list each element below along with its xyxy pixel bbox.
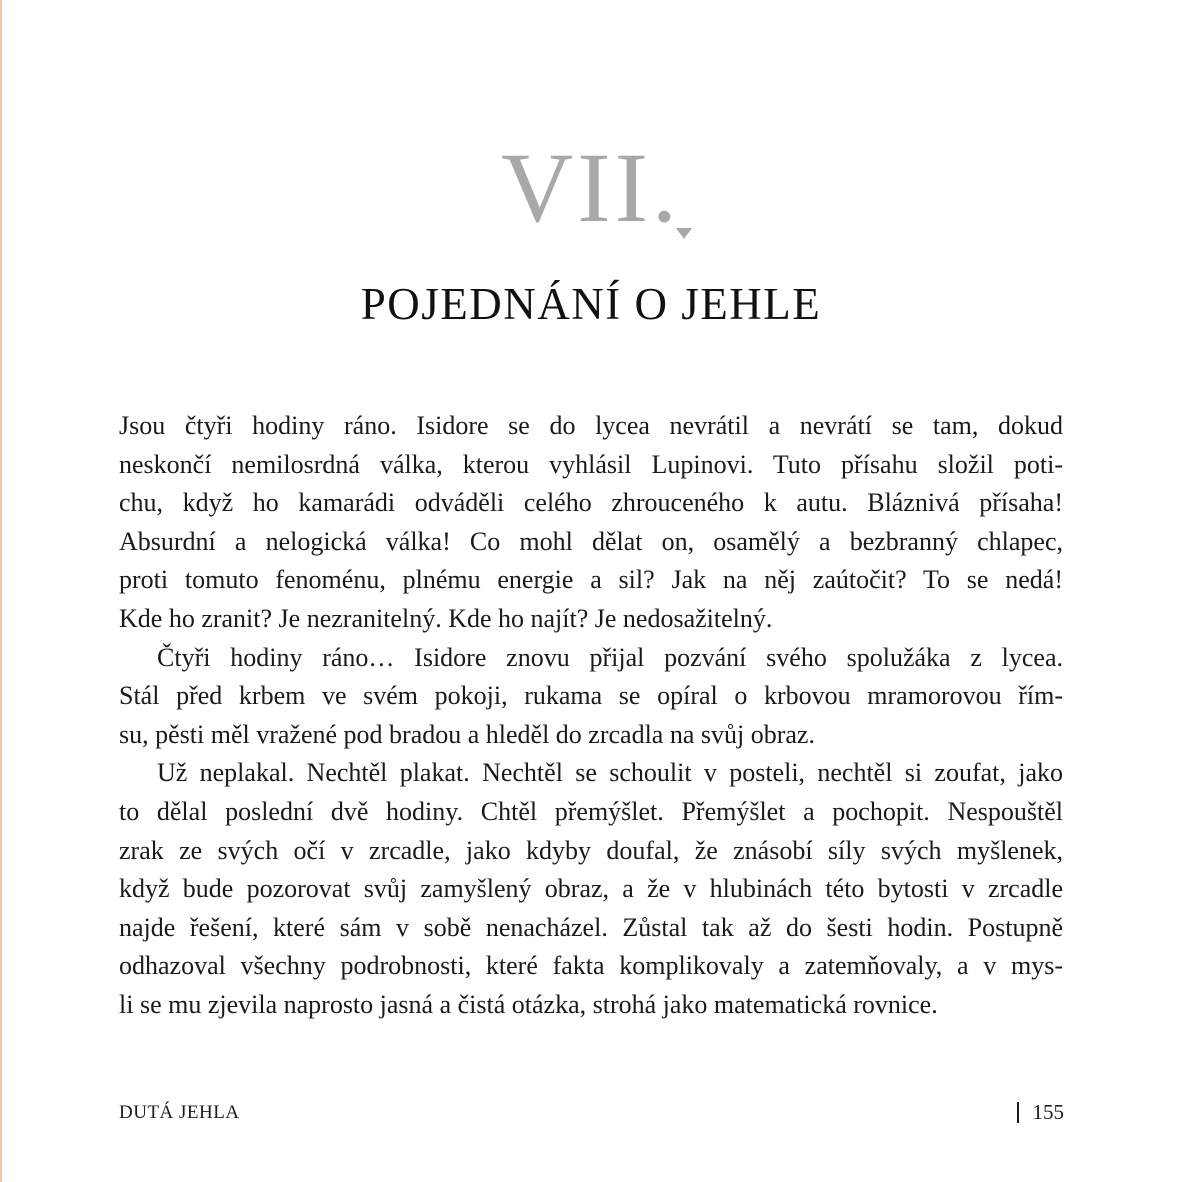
paragraph: [119, 407, 1063, 639]
text-line: zrak ze svých očí v zrcadle, jako kdyby doufal, že znásobí síly svých myšlenek,: [119, 835, 1063, 865]
text-line: proti tomuto fenoménu, plnému energie a sil? Jak na něj zaútočit? To se nedá!: [119, 565, 1063, 595]
text-line: Jsou čtyři hodiny ráno. Isidore se do lycea nevrátil a nevrátí se tam, dokud: [119, 411, 1063, 440]
chapter-body: [119, 407, 1063, 1025]
page-number-block: [1017, 1100, 1064, 1125]
paragraph: [119, 754, 1063, 1024]
text-line: to dělal poslední dvě hodiny. Chtěl přemýšlet. Přemýšlet a pochopit. Nespouštěl: [119, 796, 1063, 826]
text-line: li se mu zjevila naprosto jasná a čistá otázka, strohá jako matematická rovnice.: [119, 989, 938, 1019]
running-footer-title: DUTÁ JEHLA: [119, 1102, 240, 1123]
text-line: su, pěsti měl vražené pod bradou a hleděl do zrcadla na svůj obraz.: [119, 719, 815, 749]
text-line: Kde ho zranit? Je nezranitelný. Kde ho najít? Je nedosažitelný.: [119, 603, 773, 633]
page-number: 155: [1032, 1100, 1064, 1124]
text-line: když bude pozorovat svůj zamyšlený obraz, a že v hlubinách této bytosti v zrcadle: [119, 874, 1063, 904]
chapter-title: POJEDNÁNÍ O JEHLE: [360, 279, 822, 329]
chapter-ornament: [676, 228, 692, 239]
text-line: najde řešení, které sám v sobě nenacházel. Zůstal tak až do šesti hodin. Postupně: [119, 912, 1063, 942]
text-line: Stál před krbem ve svém pokoji, rukama se opíral o krbovou mramorovou řím-: [119, 681, 1063, 711]
text-line: odhazoval všechny podrobnosti, které fakta komplikovaly a zatemňovaly, a v mys-: [119, 951, 1063, 981]
text-line: Čtyři hodiny ráno… Isidore znovu přijal pozvání svého spolužáka z lycea.: [157, 642, 1063, 672]
paragraph: [119, 639, 1063, 755]
text-line: Už neplakal. Nechtěl plakat. Nechtěl se schoulit v posteli, nechtěl si zoufat, jako: [157, 758, 1063, 788]
footer-separator: [1017, 1102, 1019, 1123]
text-line: chu, když ho kamarádi odváděli celého zhrouceného k autu. Bláznivá přísaha!: [119, 488, 1063, 518]
chapter-number: VII.: [501, 132, 681, 243]
text-line: Absurdní a nelogická válka! Co mohl dělat on, osamělý a bezbranný chlapec,: [119, 526, 1063, 556]
text-line: neskončí nemilosrdná válka, kterou vyhlásil Lupinovi. Tuto přísahu složil poti-: [119, 449, 1063, 479]
